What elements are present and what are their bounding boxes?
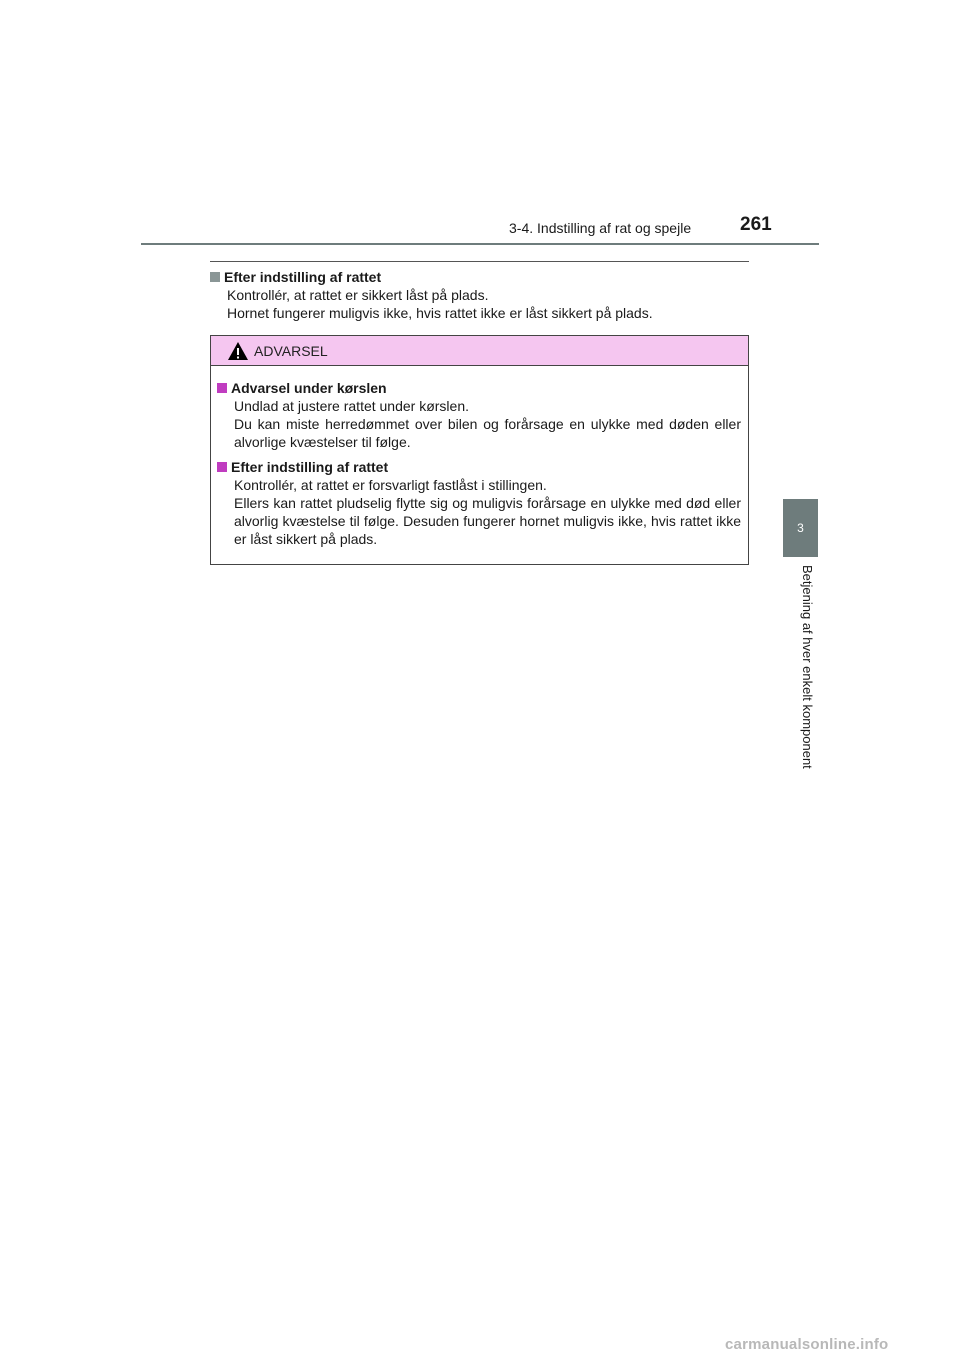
content-rule <box>210 261 749 262</box>
section-after-adjustment <box>210 268 750 322</box>
body-line: Ellers kan rattet pludselig flytte sig og muligvis forårsage en ulykke med død eller alvorlig kvæstelse til følge. Desuden fungerer hornet muligvis ikke, hvis rattet ikke er låst sikkert på plads. <box>234 495 741 547</box>
body-line: Undlad at justere rattet under kørslen. <box>234 398 470 414</box>
body-line: Kontrollér, at rattet er forsvarligt fastlåst i stillingen. <box>234 477 547 493</box>
square-bullet-icon <box>217 383 227 393</box>
chapter-caption: Betjening af hver enkelt komponent <box>800 565 815 769</box>
warning-item <box>217 379 741 451</box>
warning-item-title: Advarsel under kørslen <box>231 380 387 396</box>
header-section-title: 3-4. Indstilling af rat og spejle <box>509 220 692 236</box>
page-number: 261 <box>740 214 772 235</box>
square-bullet-icon <box>217 462 227 472</box>
warning-item <box>217 458 741 548</box>
square-bullet-icon <box>210 272 220 282</box>
chapter-tab: 3 <box>783 499 818 557</box>
body-line: Kontrollér, at rattet er sikkert låst på plads. <box>227 287 489 303</box>
section-title: Efter indstilling af rattet <box>224 269 382 285</box>
body-line: Hornet fungerer muligvis ikke, hvis rattet ikke er låst sikkert på plads. <box>227 305 653 321</box>
warning-box <box>210 335 749 565</box>
body-line: Du kan miste herredømmet over bilen og forårsage en ulykke med døden eller alvorlige kvæstelser til følge. <box>234 416 741 450</box>
header-rule <box>141 243 819 245</box>
warning-header <box>211 336 748 366</box>
warning-item-title: Efter indstilling af rattet <box>231 459 389 475</box>
warning-triangle-icon <box>227 341 249 361</box>
watermark: carmanualsonline.info <box>725 1336 889 1353</box>
warning-label: ADVARSEL <box>254 342 328 359</box>
